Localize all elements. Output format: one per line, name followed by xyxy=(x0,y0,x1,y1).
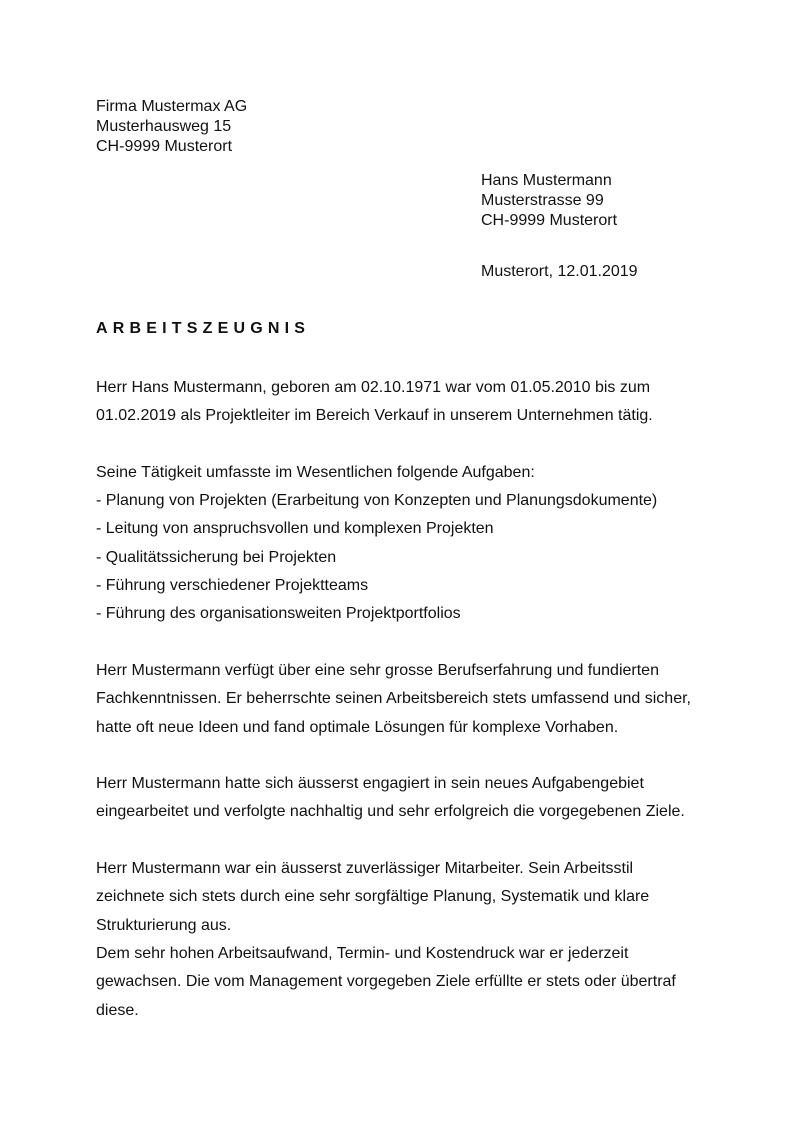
text-line: diese. xyxy=(96,1001,139,1019)
sender-city: CH-9999 Musterort xyxy=(96,138,233,155)
text-line: Fachkenntnissen. Er beherrschte seinen Arbeitsbereich stets umfassend und sicher, xyxy=(96,690,691,708)
letter-body xyxy=(96,374,716,1053)
text-line: gewachsen. Die vom Management vorgegeben Ziele erfüllte er stets oder übertraf xyxy=(96,973,676,991)
text-line: Herr Mustermann war ein äusserst zuverlässiger Mitarbeiter. Sein Arbeitsstil xyxy=(96,860,634,878)
paragraph-engagement xyxy=(96,770,716,827)
recipient-address xyxy=(481,171,617,231)
task-list-item: - Führung verschiedener Projektteams xyxy=(96,577,369,595)
text-line: 01.02.2019 als Projektleiter im Bereich Verkauf in unserem Unternehmen tätig. xyxy=(96,407,653,425)
sender-street: Musterhausweg 15 xyxy=(96,118,232,135)
text-line: Seine Tätigkeit umfasste im Wesentlichen folgende Aufgaben: xyxy=(96,463,535,481)
sender-address xyxy=(96,97,247,157)
paragraph-employment xyxy=(96,374,716,431)
paragraph-tasks xyxy=(96,459,716,629)
text-line: eingearbeitet und verfolgte nachhaltig und sehr erfolgreich die vorgegebenen Ziele. xyxy=(96,803,685,821)
paragraph-expertise xyxy=(96,657,716,742)
text-line: Herr Mustermann hatte sich äusserst engagiert in sein neues Aufgabengebiet xyxy=(96,775,644,793)
letter-date: Musterort, 12.01.2019 xyxy=(481,263,638,280)
text-line: Herr Hans Mustermann, geboren am 02.10.1971 war vom 01.05.2010 bis zum xyxy=(96,379,651,396)
text-line: hatte oft neue Ideen und fand optimale Lösungen für komplexe Vorhaben. xyxy=(96,718,619,736)
document-title: ARBEITSZEUGNIS xyxy=(96,320,311,337)
task-list-item: - Qualitätssicherung bei Projekten xyxy=(96,548,337,566)
text-line: Dem sehr hohen Arbeitsaufwand, Termin- und Kostendruck war er jederzeit xyxy=(96,944,629,962)
task-list-item: - Leitung von anspruchsvollen und komplexen Projekten xyxy=(96,520,494,538)
text-line: Herr Mustermann verfügt über eine sehr grosse Berufserfahrung und fundierten xyxy=(96,661,659,679)
text-line: zeichnete sich stets durch eine sehr sorgfältige Planung, Systematik und klare xyxy=(96,888,650,906)
paragraph-reliability xyxy=(96,855,716,1025)
recipient-city: CH-9999 Musterort xyxy=(481,212,618,229)
task-list-item: - Führung des organisationsweiten Projektportfolios xyxy=(96,605,461,623)
task-list-item: - Planung von Projekten (Erarbeitung von Konzepten und Planungsdokumente) xyxy=(96,492,658,510)
text-line: Strukturierung aus. xyxy=(96,916,232,934)
recipient-street: Musterstrasse 99 xyxy=(481,192,604,209)
sender-company: Firma Mustermax AG xyxy=(96,98,248,115)
recipient-name: Hans Mustermann xyxy=(481,172,612,189)
